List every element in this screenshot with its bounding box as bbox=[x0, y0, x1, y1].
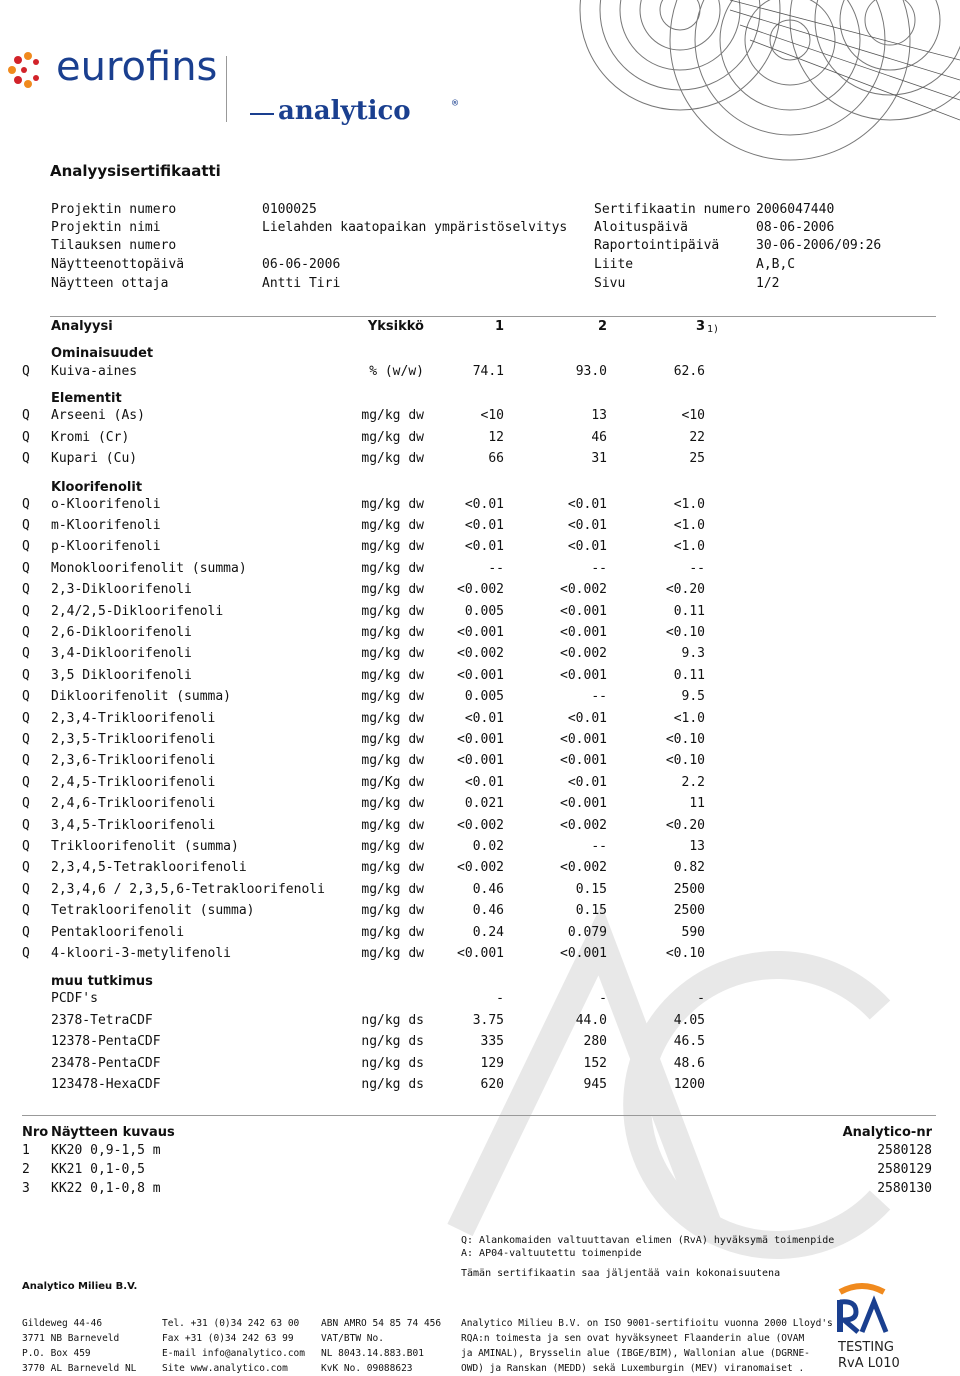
analysis-name: 2,4,6-Trikloorifenoli bbox=[51, 796, 216, 812]
value-sample-1: 3.75 bbox=[472, 1012, 504, 1028]
col-header-1: 1 bbox=[494, 319, 504, 334]
header-label: Tilauksen numero bbox=[51, 238, 177, 253]
value-sample-1: 335 bbox=[480, 1034, 504, 1050]
value-sample-3: <0.20 bbox=[665, 817, 705, 833]
q-marker: Q bbox=[22, 364, 30, 379]
value-sample-1: 66 bbox=[488, 451, 504, 467]
value-sample-3: 2500 bbox=[673, 903, 705, 919]
sample-description: KK21 0,1-0,5 bbox=[51, 1162, 145, 1177]
unit: mg/kg dw bbox=[361, 924, 424, 940]
value-sample-3: 48.6 bbox=[673, 1055, 705, 1071]
value-sample-2: <0.001 bbox=[560, 753, 607, 769]
unit: mg/Kg dw bbox=[361, 774, 424, 790]
section-title: Ominaisuudet bbox=[51, 346, 154, 361]
q-marker: Q bbox=[22, 710, 30, 726]
q-marker: Q bbox=[22, 603, 30, 619]
value-sample-1: <0.01 bbox=[464, 774, 504, 790]
unit: mg/kg dw bbox=[361, 646, 424, 662]
analysis-name: 3,4-Dikloorifenoli bbox=[51, 646, 192, 662]
sample-code: 2580130 bbox=[877, 1181, 932, 1196]
value-sample-1: - bbox=[496, 991, 504, 1007]
sample-nro: 3 bbox=[22, 1181, 30, 1196]
unit: mg/kg dw bbox=[361, 451, 424, 467]
unit: mg/kg dw bbox=[361, 753, 424, 769]
unit: mg/kg dw bbox=[361, 796, 424, 812]
value-sample-2: 0.15 bbox=[575, 881, 607, 897]
value-sample-2: <0.001 bbox=[560, 625, 607, 640]
unit: mg/kg dw bbox=[361, 732, 424, 747]
unit: mg/kg dw bbox=[361, 946, 424, 961]
value-sample-3: 4.05 bbox=[673, 1012, 705, 1028]
value-sample-1: 0.005 bbox=[464, 689, 504, 705]
value-sample-3: 13 bbox=[689, 839, 705, 854]
value-sample-1: <0.002 bbox=[457, 860, 504, 876]
value-sample-1: 12 bbox=[488, 429, 504, 445]
value-sample-2: 0.15 bbox=[575, 903, 607, 919]
value-sample-2: 44.0 bbox=[575, 1012, 607, 1028]
unit: mg/kg dw bbox=[361, 860, 424, 876]
q-marker: Q bbox=[22, 881, 30, 897]
sample-nro: 2 bbox=[22, 1162, 30, 1177]
note-q: Q: Alankomaiden valtuuttavan elimen (RvA) hyväksymä toimenpide bbox=[461, 1235, 835, 1246]
footer-col1-line: 3770 AL Barneveld NL bbox=[22, 1363, 137, 1374]
header-value: A,B,C bbox=[756, 257, 796, 272]
value-sample-1: <0.001 bbox=[457, 667, 504, 683]
unit: ng/kg ds bbox=[361, 1077, 424, 1092]
rva-code: RvA L010 bbox=[838, 1356, 900, 1371]
value-sample-2: -- bbox=[591, 689, 607, 705]
value-sample-1: <0.002 bbox=[457, 582, 504, 598]
samples-header-kuvaus: Näytteen kuvaus bbox=[51, 1125, 175, 1140]
value-sample-2: 46 bbox=[591, 429, 607, 445]
value-sample-2: 945 bbox=[583, 1077, 607, 1092]
footer-col4-line: Analytico Milieu B.V. on ISO 9001-sertifioitu vuonna 2000 Lloyd's bbox=[461, 1318, 833, 1329]
value-sample-1: 0.46 bbox=[472, 903, 504, 919]
analytico-wordmark: analytico bbox=[278, 96, 411, 126]
page-title: Analyysisertifikaatti bbox=[50, 162, 221, 180]
analysis-name: Dikloorifenolit (summa) bbox=[51, 689, 232, 705]
value-sample-1: 0.46 bbox=[472, 881, 504, 897]
unit: ng/kg ds bbox=[361, 1012, 424, 1028]
value-sample-1: <0.01 bbox=[464, 518, 504, 533]
value-sample-3: <0.10 bbox=[665, 946, 705, 961]
value-sample-1: <0.002 bbox=[457, 646, 504, 662]
q-marker: Q bbox=[22, 924, 30, 940]
value-sample-1: <0.001 bbox=[457, 732, 504, 747]
q-marker: Q bbox=[22, 860, 30, 876]
footer-col2-line: E-mail info@analytico.com bbox=[162, 1348, 305, 1359]
analysis-name: Arseeni (As) bbox=[51, 408, 145, 424]
footer-col3-line: NL 8043.14.883.B01 bbox=[321, 1348, 424, 1359]
footer-col4-line: OWD) ja Ranskan (MEDD) sekä Luxemburgin (MEV) viranomaiset . bbox=[461, 1363, 805, 1374]
value-sample-2: <0.002 bbox=[560, 582, 607, 598]
analysis-name: 23478-PentaCDF bbox=[51, 1055, 161, 1071]
footer-col2-line: Tel. +31 (0)34 242 63 00 bbox=[162, 1318, 300, 1329]
unit: mg/kg dw bbox=[361, 839, 424, 854]
value-sample-3: <0.20 bbox=[665, 582, 705, 598]
samples-header-nro: Nro bbox=[22, 1125, 49, 1140]
analysis-name: Trikloorifenolit (summa) bbox=[51, 839, 239, 854]
unit: mg/kg dw bbox=[361, 539, 424, 555]
footer-col3-line: ABN AMRO 54 85 74 456 bbox=[321, 1318, 442, 1329]
unit: mg/kg dw bbox=[361, 689, 424, 705]
col-header-3: 3 bbox=[695, 319, 705, 334]
eurofins-wordmark: eurofins bbox=[56, 44, 218, 90]
header-value: 30-06-2006/09:26 bbox=[756, 238, 882, 253]
value-sample-1: 74.1 bbox=[472, 364, 504, 379]
analysis-name: p-Kloorifenoli bbox=[51, 539, 161, 555]
value-sample-2: <0.002 bbox=[560, 860, 607, 876]
q-marker: Q bbox=[22, 646, 30, 662]
header-value: 2006047440 bbox=[756, 202, 835, 217]
value-sample-1: 0.005 bbox=[464, 603, 504, 619]
value-sample-1: <0.01 bbox=[464, 539, 504, 555]
table-top-divider bbox=[50, 316, 936, 317]
footer-col4-line: RQA:n toimesta ja sen ovat hyväksyneet Flaanderin alue (OVAM bbox=[461, 1333, 805, 1344]
analysis-name: Monokloorifenolit (summa) bbox=[51, 560, 247, 576]
value-sample-2: <0.002 bbox=[560, 646, 607, 662]
footer-col2-line: Site www.analytico.com bbox=[162, 1363, 288, 1374]
q-marker: Q bbox=[22, 839, 30, 854]
col-header-2: 2 bbox=[597, 319, 607, 334]
q-marker: Q bbox=[22, 429, 30, 445]
value-sample-3: 9.3 bbox=[681, 646, 705, 662]
q-marker: Q bbox=[22, 625, 30, 640]
header-value: Antti Tiri bbox=[262, 276, 341, 291]
unit: mg/kg dw bbox=[361, 603, 424, 619]
unit: mg/kg dw bbox=[361, 881, 424, 897]
value-sample-2: - bbox=[599, 991, 607, 1007]
value-sample-3: - bbox=[697, 991, 705, 1007]
rva-testing-logo-icon bbox=[832, 1280, 892, 1340]
value-sample-2: <0.001 bbox=[560, 603, 607, 619]
footer-col4-line: ja AMINAL), Brysselin alue (IBGE/BIM), Wallonian alue (DGRNE- bbox=[461, 1348, 810, 1359]
header-value: 1/2 bbox=[756, 276, 780, 291]
analysis-name: 2,3,4-Trikloorifenoli bbox=[51, 710, 216, 726]
value-sample-3: 2.2 bbox=[681, 774, 705, 790]
unit: mg/kg dw bbox=[361, 582, 424, 598]
unit: mg/kg dw bbox=[361, 560, 424, 576]
unit: mg/kg dw bbox=[361, 496, 424, 512]
sample-description: KK22 0,1-0,8 m bbox=[51, 1181, 161, 1196]
value-sample-3: 9.5 bbox=[681, 689, 705, 705]
value-sample-2: <0.001 bbox=[560, 732, 607, 747]
section-title: Elementit bbox=[51, 391, 122, 407]
analysis-name: 2,3,6-Trikloorifenoli bbox=[51, 753, 216, 769]
value-sample-3: <1.0 bbox=[673, 539, 705, 555]
value-sample-1: <0.01 bbox=[464, 496, 504, 512]
header-label: Sivu bbox=[594, 276, 626, 291]
unit: mg/kg dw bbox=[361, 625, 424, 640]
value-sample-3: 0.11 bbox=[673, 603, 705, 619]
note-a: A: AP04-valtuutettu toimenpide bbox=[461, 1248, 642, 1259]
analysis-name: Kuiva-aines bbox=[51, 364, 138, 379]
analysis-name: 2,3-Dikloorifenoli bbox=[51, 582, 192, 598]
footer-col1-line: Gildeweg 44-46 bbox=[22, 1318, 103, 1329]
header-label: Näytteen ottaja bbox=[51, 276, 169, 291]
analysis-name: Kupari (Cu) bbox=[51, 451, 138, 467]
value-sample-2: 93.0 bbox=[575, 364, 607, 379]
value-sample-2: <0.01 bbox=[567, 496, 607, 512]
value-sample-1: 129 bbox=[480, 1055, 504, 1071]
footer-col1-line: 3771 NB Barneveld bbox=[22, 1333, 120, 1344]
unit: mg/kg dw bbox=[361, 710, 424, 726]
value-sample-1: 620 bbox=[480, 1077, 504, 1092]
q-marker: Q bbox=[22, 496, 30, 512]
eurofins-logo-icon bbox=[4, 48, 48, 92]
unit: mg/kg dw bbox=[361, 429, 424, 445]
q-marker: Q bbox=[22, 518, 30, 533]
analysis-name: 3,4,5-Trikloorifenoli bbox=[51, 817, 216, 833]
q-marker: Q bbox=[22, 667, 30, 683]
value-sample-1: <0.001 bbox=[457, 946, 504, 961]
value-sample-2: <0.01 bbox=[567, 710, 607, 726]
analysis-name: 2,3,4,5-Tetrakloorifenoli bbox=[51, 860, 247, 876]
value-sample-3: 62.6 bbox=[673, 364, 705, 379]
analysis-name: 2378-TetraCDF bbox=[51, 1012, 153, 1028]
value-sample-2: <0.01 bbox=[567, 539, 607, 555]
value-sample-2: -- bbox=[591, 560, 607, 576]
value-sample-3: -- bbox=[689, 560, 705, 576]
value-sample-3: <1.0 bbox=[673, 496, 705, 512]
analysis-name: 123478-HexaCDF bbox=[51, 1077, 161, 1092]
unit: mg/kg dw bbox=[361, 903, 424, 919]
q-marker: Q bbox=[22, 582, 30, 598]
header-label: Raportointipäivä bbox=[594, 238, 720, 253]
value-sample-2: <0.002 bbox=[560, 817, 607, 833]
q-marker: Q bbox=[22, 732, 30, 747]
header-value: 0100025 bbox=[262, 202, 317, 217]
header-label: Projektin numero bbox=[51, 202, 177, 217]
analysis-name: Kromi (Cr) bbox=[51, 429, 130, 445]
samples-top-divider bbox=[22, 1115, 936, 1116]
value-sample-1: -- bbox=[488, 560, 504, 576]
value-sample-3: 25 bbox=[689, 451, 705, 467]
footer-col3-line: KvK No. 09088623 bbox=[321, 1363, 413, 1374]
unit: mg/kg dw bbox=[361, 667, 424, 683]
registered-mark: ® bbox=[452, 98, 459, 109]
value-sample-2: <0.01 bbox=[567, 774, 607, 790]
value-sample-3: <0.10 bbox=[665, 753, 705, 769]
analysis-name: 4-kloori-3-metylifenoli bbox=[51, 946, 232, 961]
value-sample-3: <0.10 bbox=[665, 625, 705, 640]
value-sample-3: 11 bbox=[689, 796, 705, 812]
value-sample-3: 2500 bbox=[673, 881, 705, 897]
section-title: muu tutkimus bbox=[51, 974, 153, 990]
value-sample-1: <0.01 bbox=[464, 710, 504, 726]
value-sample-3: 0.11 bbox=[673, 667, 705, 683]
q-marker: Q bbox=[22, 774, 30, 790]
logo-divider bbox=[226, 56, 227, 122]
value-sample-3: <1.0 bbox=[673, 710, 705, 726]
value-sample-2: 280 bbox=[583, 1034, 607, 1050]
decorative-circles-graphic bbox=[560, 0, 960, 200]
value-sample-3: 46.5 bbox=[673, 1034, 705, 1050]
value-sample-3: 0.82 bbox=[673, 860, 705, 876]
rva-testing-label: TESTING bbox=[838, 1340, 894, 1355]
analysis-name: 2,6-Dikloorifenoli bbox=[51, 625, 192, 640]
section-title: Kloorifenolit bbox=[51, 479, 143, 495]
sample-nro: 1 bbox=[22, 1143, 30, 1158]
q-marker: Q bbox=[22, 408, 30, 424]
reproduction-notice: Tämän sertifikaatin saa jäljentää vain kokonaisuutena bbox=[461, 1268, 781, 1279]
q-marker: Q bbox=[22, 689, 30, 705]
unit: mg/kg dw bbox=[361, 408, 424, 424]
value-sample-3: 590 bbox=[681, 924, 705, 940]
value-sample-2: 13 bbox=[591, 408, 607, 424]
header-value: Lielahden kaatopaikan ympäristöselvitys bbox=[262, 220, 568, 235]
header-label: Sertifikaatin numero bbox=[594, 202, 751, 217]
value-sample-1: <10 bbox=[480, 408, 504, 424]
col-header-3-footnote: 1) bbox=[707, 324, 720, 335]
footer-col3-line: VAT/BTW No. bbox=[321, 1333, 384, 1344]
value-sample-3: <10 bbox=[681, 408, 705, 424]
company-name: Analytico Milieu B.V. bbox=[22, 1281, 138, 1292]
value-sample-1: 0.02 bbox=[472, 839, 504, 854]
sample-code: 2580128 bbox=[877, 1143, 932, 1158]
unit: % (w/w) bbox=[369, 364, 424, 379]
q-marker: Q bbox=[22, 560, 30, 576]
value-sample-2: 152 bbox=[583, 1055, 607, 1071]
value-sample-2: <0.01 bbox=[567, 518, 607, 533]
header-label: Näytteenottopäivä bbox=[51, 257, 185, 272]
analysis-name: 2,3,5-Trikloorifenoli bbox=[51, 732, 216, 747]
value-sample-3: 1200 bbox=[673, 1077, 705, 1092]
footer-col2-line: Fax +31 (0)34 242 63 99 bbox=[162, 1333, 294, 1344]
header-label: Liite bbox=[594, 257, 634, 272]
analysis-name: Pentakloorifenoli bbox=[51, 924, 185, 940]
value-sample-3: 22 bbox=[689, 429, 705, 445]
analysis-name: 2,4/2,5-Dikloorifenoli bbox=[51, 603, 224, 619]
unit: ng/kg ds bbox=[361, 1034, 424, 1050]
unit: mg/kg dw bbox=[361, 518, 424, 533]
analysis-name: m-Kloorifenoli bbox=[51, 518, 161, 533]
header-value: 08-06-2006 bbox=[756, 220, 835, 235]
value-sample-2: <0.001 bbox=[560, 796, 607, 812]
unit: ng/kg ds bbox=[361, 1055, 424, 1071]
analysis-name: Tetrakloorifenolit (summa) bbox=[51, 903, 255, 919]
q-marker: Q bbox=[22, 903, 30, 919]
sample-code: 2580129 bbox=[877, 1162, 932, 1177]
analysis-name: o-Kloorifenoli bbox=[51, 496, 161, 512]
value-sample-1: <0.001 bbox=[457, 753, 504, 769]
value-sample-3: <0.10 bbox=[665, 732, 705, 747]
header-label: Aloituspäivä bbox=[594, 220, 688, 235]
value-sample-2: 31 bbox=[591, 451, 607, 467]
q-marker: Q bbox=[22, 451, 30, 467]
value-sample-1: 0.021 bbox=[464, 796, 504, 812]
analytico-line bbox=[250, 113, 274, 115]
q-marker: Q bbox=[22, 753, 30, 769]
q-marker: Q bbox=[22, 796, 30, 812]
analysis-name: 2,3,4,6 / 2,3,5,6-Tetrakloorifenoli bbox=[51, 881, 325, 897]
samples-header-code: Analytico-nr bbox=[842, 1125, 932, 1140]
analysis-name: 3,5 Dikloorifenoli bbox=[51, 667, 192, 683]
q-marker: Q bbox=[22, 946, 30, 961]
header-value: 06-06-2006 bbox=[262, 257, 341, 272]
value-sample-2: <0.001 bbox=[560, 667, 607, 683]
footer-col1-line: P.O. Box 459 bbox=[22, 1348, 91, 1359]
header-label: Projektin nimi bbox=[51, 220, 161, 235]
analysis-name: PCDF's bbox=[51, 991, 98, 1007]
sample-description: KK20 0,9-1,5 m bbox=[51, 1143, 161, 1158]
value-sample-2: <0.001 bbox=[560, 946, 607, 961]
analysis-name: 2,4,5-Trikloorifenoli bbox=[51, 774, 216, 790]
value-sample-1: <0.001 bbox=[457, 625, 504, 640]
value-sample-3: <1.0 bbox=[673, 518, 705, 533]
q-marker: Q bbox=[22, 539, 30, 555]
value-sample-1: <0.002 bbox=[457, 817, 504, 833]
unit: mg/kg dw bbox=[361, 817, 424, 833]
col-header-yksikko: Yksikkö bbox=[367, 319, 424, 334]
value-sample-2: 0.079 bbox=[567, 924, 607, 940]
col-header-analyysi: Analyysi bbox=[51, 319, 113, 334]
value-sample-2: -- bbox=[591, 839, 607, 854]
q-marker: Q bbox=[22, 817, 30, 833]
value-sample-1: 0.24 bbox=[472, 924, 504, 940]
analysis-name: 12378-PentaCDF bbox=[51, 1034, 161, 1050]
